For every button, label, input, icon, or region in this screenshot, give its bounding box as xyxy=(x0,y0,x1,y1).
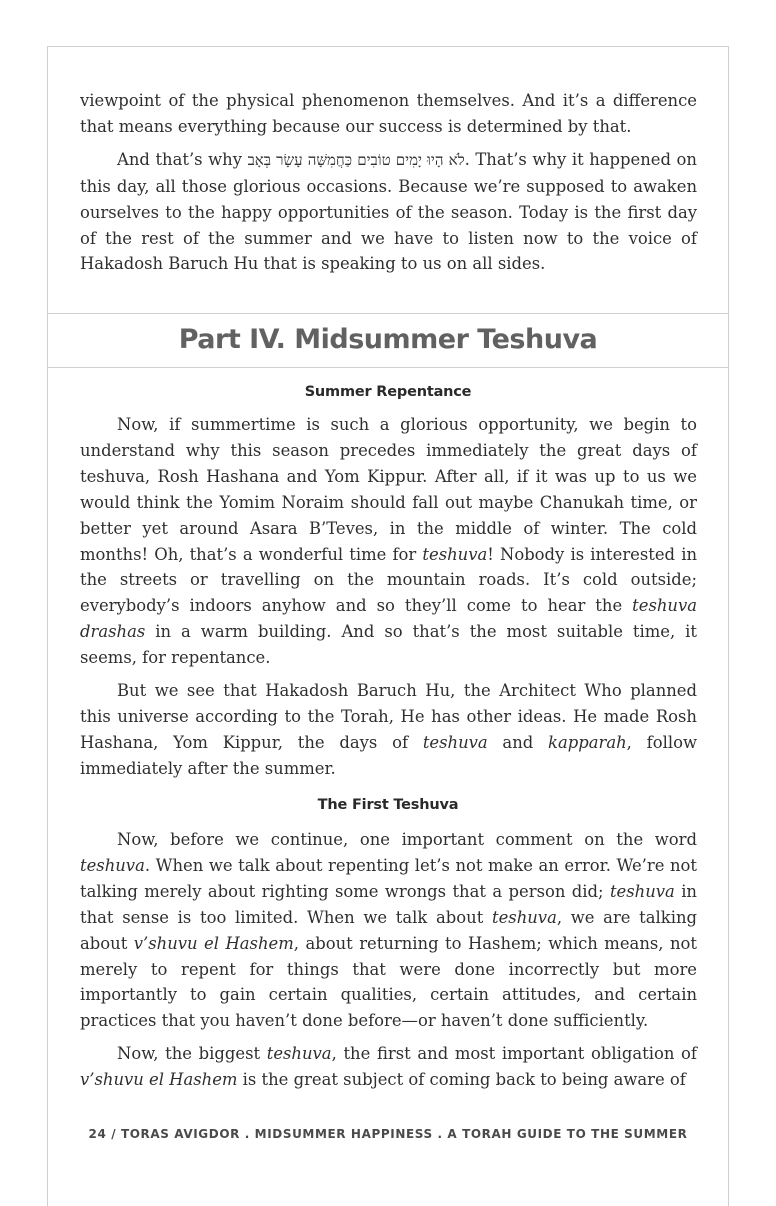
section-first-teshuva xyxy=(80,827,697,1093)
hebrew-quote: לֹא הָיוּ יָמִים טוֹבִים כַּחֲמִשָּׁה עָשָׂר בְּאָב xyxy=(247,150,465,169)
paragraph: Now, if summertime is such a glorious opportunity, we begin to understand why this season precedes immediately the great days of teshuva, Rosh Hashana and Yom Kippur. After all, if it was up to us we would think the Yomim Noraim should fall out maybe Chanukah time, or better yet around Asara B’Teves, in the middle of winter. The cold months! Oh, that’s a wonderful time for teshuva! Nobody is interested in the streets or travelling on the mountain roads. It’s cold outside; everybody’s indoors anyhow and so they’ll come to hear the teshuva drashas in a warm building. And so that’s the most suitable time, it seems, for repentance. xyxy=(80,415,697,668)
divider xyxy=(47,367,729,368)
section-summer-repentance xyxy=(80,412,697,782)
running-footer: 24 / TORAS AVIGDOR . MIDSUMMER HAPPINESS . A TORAH GUIDE TO THE SUMMER xyxy=(88,1127,688,1141)
part-title: Part IV. Midsummer Teshuva xyxy=(178,324,598,355)
paragraph: Now, before we continue, one important comment on the word teshuva. When we talk about repenting let’s not make an error. We’re not talking merely about righting some wrongs that a person did; teshuva in that sense is too limited. When we talk about teshuva, we are talking about v’shuvu el Hashem, about returning to Hashem; which means, not merely to repent for things that were done incorrectly but more importantly to gain certain qualities, certain attitudes, and certain practices that you haven’t done before—or haven’t done sufficiently. xyxy=(80,830,698,1031)
paragraph: And that’s why לֹא הָיוּ יָמִים טוֹבִים כַּחֲמִשָּׁה עָשָׂר בְּאָב. That’s why it happened on this day, all those glorious occasions. Because we’re supposed to awaken ourselves to the happy opportunities of the season. Today is the first day of the rest of the summer and we have to listen now to the voice of Hakadosh Baruch Hu that is speaking to us on all sides. xyxy=(80,149,697,274)
section-heading: Summer Repentance xyxy=(304,384,472,400)
paragraph: But we see that Hakadosh Baruch Hu, the Architect Who planned this universe according to the Torah, He has other ideas. He made Rosh Hashana, Yom Kippur, the days of teshuva and kapparah, follow immediately after the summer. xyxy=(80,681,697,778)
paragraph: viewpoint of the physical phenomenon themselves. And it’s a difference that means everything because our success is determined by that. xyxy=(80,91,697,136)
top-text-block xyxy=(80,88,697,277)
section-heading: The First Teshuva xyxy=(317,797,459,813)
paragraph: Now, the biggest teshuva, the first and most important obligation of v’shuvu el Hashem is the great subject of coming back to being aware of xyxy=(80,1044,697,1090)
